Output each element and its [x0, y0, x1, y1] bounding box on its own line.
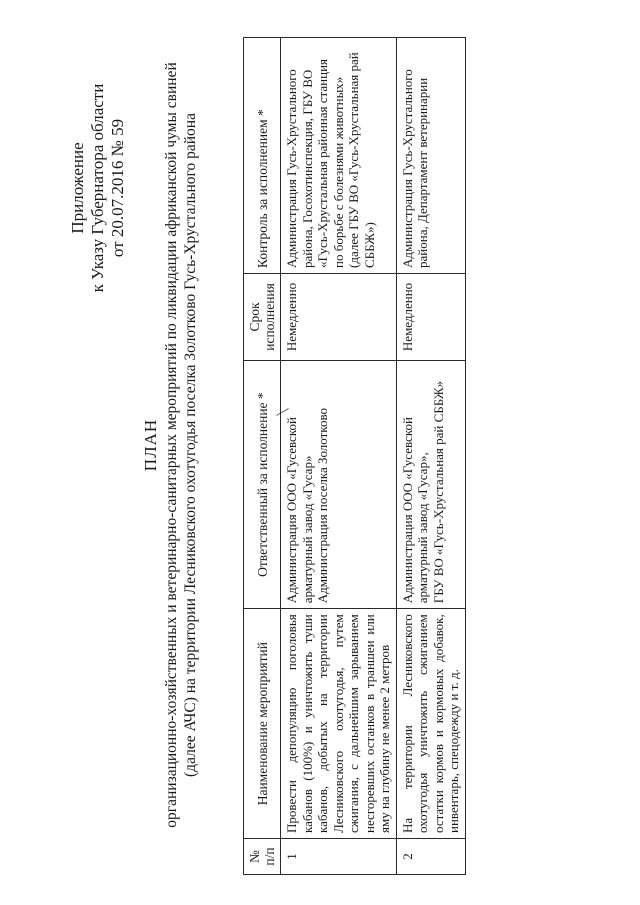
row-control: Администрация Гусь-Хрустального района, Госохотинспекция, ГБУ ВО «Гусь-Хрустальная районная станция по борьбе с болезнями животных» (далее ГБУ ВО «Гусь-Хрустальная рай СББЖ»)	[281, 38, 397, 274]
responsible-line: ГБУ ВО «Гусь-Хрустальная рай СББЖ»	[430, 380, 446, 604]
responsible-line: Администрация ООО «Гусевской арматурный завод «Гусар»	[284, 417, 315, 604]
title-block	[140, 25, 200, 865]
appendix-title: Приложение	[68, 142, 87, 234]
row-num: 1	[281, 839, 397, 875]
document-subtitle-line1: организационно-хозяйственных и ветеринарно-санитарных мероприятий по ликвидации африканской чумы свиней	[163, 62, 180, 828]
appendix-decree: к Указу Губернатора области	[88, 83, 107, 293]
table-row	[281, 38, 397, 875]
row-control: Администрация Гусь-Хрустального района, Департамент ветеринарии	[396, 38, 465, 274]
row-num: 2	[396, 839, 465, 875]
header-control: Контроль за исполнением *	[244, 38, 281, 274]
row-responsible	[281, 360, 397, 608]
document-title: ПЛАН	[141, 418, 160, 472]
row-responsible	[396, 360, 465, 608]
row-measure: На территории Лесниковского охотугодья уничтожить сжиганием остатки кормов и кормовых добавок, инвентарь, спецодежду и т. д.	[396, 609, 465, 839]
appendix-date: от 20.07.2016 № 59	[108, 118, 127, 258]
header-responsible: Ответственный за исполнение *	[244, 360, 281, 608]
responsible-line: Администрация поселка Золотково	[315, 407, 330, 604]
plan-table	[243, 37, 466, 875]
row-deadline: Немедленно	[281, 273, 397, 360]
appendix-block	[68, 63, 128, 313]
row-measure: Провести депопуляцию поголовья кабанов (100%) и уничтожить туши кабанов, добытых на территории Лесниковского охотугодья, путем сжигания, с дальнейшим зарыванием несгоревших останков в траншеи или яму на глубину не менее 2 метров	[281, 609, 397, 839]
table-row	[396, 38, 465, 875]
row-deadline: Немедленно	[396, 273, 465, 360]
table-header-row	[244, 38, 281, 875]
document-subtitle-line2: (далее АЧС) на территории Лесниковского охотугодья поселка Золотково Гусь-Хрустального района	[182, 113, 199, 777]
header-deadline: Срок исполнения	[244, 273, 281, 360]
responsible-line: Администрация ООО «Гусевской арматурный завод «Гусар»,	[399, 417, 430, 604]
header-num: № п/п	[244, 839, 281, 875]
header-name: Наименование мероприятий	[244, 609, 281, 839]
